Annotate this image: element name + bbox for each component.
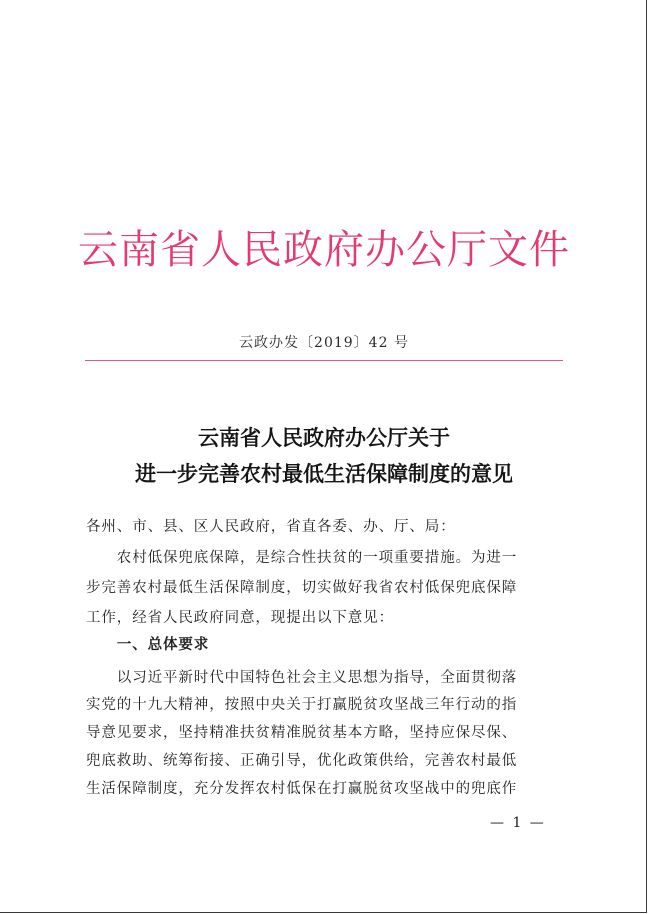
- intro-paragraph-line: 步完善农村最低生活保障制度，切实做好我省农村低保兜底保障: [86, 580, 518, 596]
- section-paragraph-line: 以习近平新时代中国特色社会主义思想为指导，全面贯彻落: [86, 670, 518, 686]
- section-paragraph-line: 实党的十九大精神，按照中央关于打赢脱贫攻坚战三年行动的指: [86, 697, 518, 713]
- section-paragraph-line: 兜底救助、统筹衔接、正确引导，优化政策供给，完善农村最低: [86, 753, 518, 769]
- intro-paragraph-line: 农村低保兜底保障，是综合性扶贫的一项重要措施。为进一: [86, 550, 518, 566]
- intro-paragraph-line: 工作，经省人民政府同意，现提出以下意见：: [86, 610, 394, 626]
- issuer-header-title: 云南省人民政府办公厅文件: [78, 227, 570, 273]
- document-title-line-1: 云南省人民政府办公厅关于: [198, 426, 450, 450]
- section-paragraph-line: 导意见要求，坚持精准扶贫精准脱贫基本方略，坚持应保尽保、: [86, 725, 518, 741]
- document-number: 云政办发〔2019〕42 号: [239, 335, 409, 351]
- document-title-line-2: 进一步完善农村最低生活保障制度的意见: [135, 462, 513, 486]
- page-number: — 1 —: [490, 815, 546, 831]
- addressee-line: 各州、市、县、区人民政府，省直各委、办、厅、局：: [86, 519, 456, 535]
- red-divider-rule: [85, 360, 563, 361]
- section-paragraph-line: 生活保障制度，充分发挥农村低保在打赢脱贫攻坚战中的兜底作: [86, 781, 518, 797]
- section-heading: 一、总体要求: [86, 637, 210, 653]
